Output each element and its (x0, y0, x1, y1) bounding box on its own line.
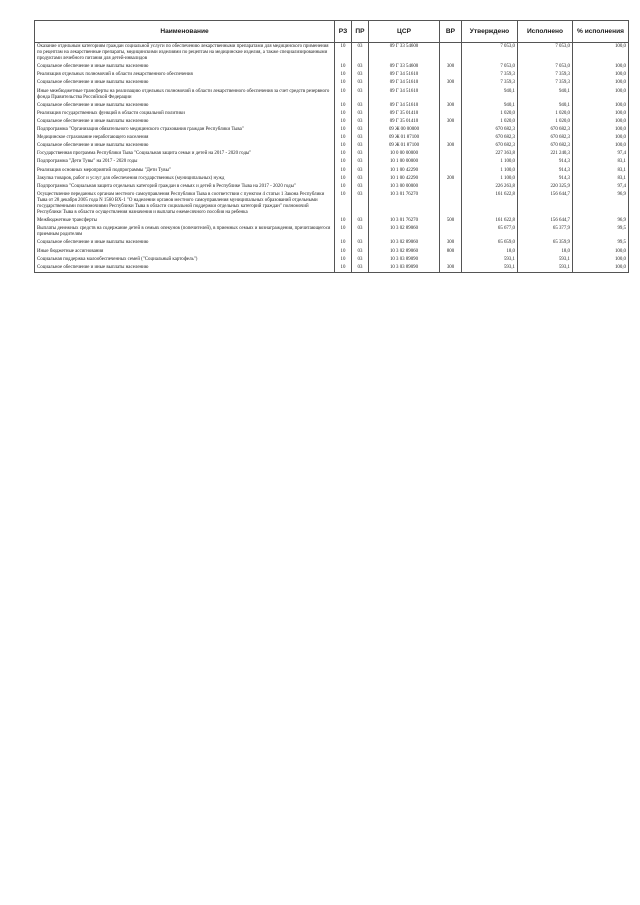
cell-vr (440, 256, 462, 264)
cell-name: Оказание отдельным категориям граждан социальной услуги по обеспечению лекарственными препаратами для медицинского применения по рецептам на лекарственные препараты, медицинскими изделиями по рецептам на медицинские изделия, а также специализированными продуктами лечебного питания для детей-инвалидов (35, 43, 335, 64)
cell-name: Реализация основных мероприятий подпрограммы "Дети Тувы" (35, 167, 335, 175)
cell-pr: 03 (352, 248, 369, 256)
cell-executed: 7 053,0 (518, 43, 573, 64)
cell-approved: 1 100,0 (462, 167, 518, 175)
cell-executed: 220 325,9 (518, 183, 573, 191)
cell-csr: 09 Ж 01 87100 (369, 134, 440, 142)
cell-name: Социальная поддержка малообеспеченных семей ("Социальный картофель") (35, 256, 335, 264)
cell-vr (440, 126, 462, 134)
table-row (35, 110, 629, 118)
cell-csr: 10 1 00 42290 (369, 175, 440, 183)
cell-executed: 156 644,7 (518, 191, 573, 217)
table-row (35, 71, 629, 79)
cell-percent: 100,0 (573, 110, 629, 118)
cell-percent: 100,0 (573, 256, 629, 264)
cell-vr: 300 (440, 102, 462, 110)
cell-percent: 100,0 (573, 63, 629, 71)
cell-approved: 670 682,3 (462, 134, 518, 142)
cell-pr: 03 (352, 43, 369, 64)
table-row (35, 225, 629, 239)
cell-rz: 10 (335, 63, 352, 71)
cell-name: Социальное обеспечение и иные выплаты населению (35, 142, 335, 150)
cell-csr: 09 Г 34 51610 (369, 88, 440, 102)
cell-percent: 96,9 (573, 217, 629, 225)
header-rz: РЗ (335, 21, 352, 43)
cell-rz: 10 (335, 79, 352, 87)
cell-csr: 10 3 01 76270 (369, 191, 440, 217)
cell-percent: 100,0 (573, 71, 629, 79)
cell-executed: 221 240,3 (518, 150, 573, 158)
table-body (35, 43, 629, 273)
cell-csr: 10 3 03 89090 (369, 256, 440, 264)
cell-percent: 100,0 (573, 88, 629, 102)
cell-rz: 10 (335, 71, 352, 79)
header-vr: ВР (440, 21, 462, 43)
cell-vr (440, 158, 462, 166)
budget-report-sheet (34, 20, 628, 273)
cell-percent: 100,0 (573, 126, 629, 134)
cell-approved: 7 053,0 (462, 43, 518, 64)
cell-rz: 10 (335, 264, 352, 273)
table-row (35, 158, 629, 166)
cell-pr: 03 (352, 158, 369, 166)
cell-percent: 83,1 (573, 167, 629, 175)
cell-rz: 10 (335, 225, 352, 239)
table-row (35, 248, 629, 256)
cell-vr: 200 (440, 175, 462, 183)
table-row (35, 217, 629, 225)
table-row (35, 264, 629, 273)
cell-percent: 100,0 (573, 102, 629, 110)
cell-approved: 7 359,3 (462, 79, 518, 87)
cell-csr: 09 Г 33 54600 (369, 43, 440, 64)
cell-percent: 96,9 (573, 191, 629, 217)
cell-approved: 670 682,3 (462, 126, 518, 134)
cell-approved: 65 659,0 (462, 239, 518, 247)
cell-percent: 97,4 (573, 183, 629, 191)
cell-vr: 300 (440, 118, 462, 126)
cell-executed: 670 682,3 (518, 142, 573, 150)
cell-percent: 100,0 (573, 134, 629, 142)
cell-name: Подпрограмма "Социальная защита отдельных категорий граждан в семьях и детей в Республике Тыва на 2017 - 2020 годы" (35, 183, 335, 191)
cell-vr (440, 110, 462, 118)
cell-executed: 7 359,3 (518, 79, 573, 87)
cell-rz: 10 (335, 142, 352, 150)
cell-pr: 03 (352, 88, 369, 102)
cell-vr: 300 (440, 142, 462, 150)
cell-pr: 03 (352, 183, 369, 191)
cell-pr: 03 (352, 239, 369, 247)
cell-name: Выплаты денежных средств на содержание детей в семьях опекунов (попечителей), в приемных семьях и вознаграждения, причитающегося приемным родителям (35, 225, 335, 239)
cell-csr: 10 0 00 00000 (369, 150, 440, 158)
header-executed: Исполнено (518, 21, 573, 43)
table-row (35, 142, 629, 150)
table-row (35, 63, 629, 71)
cell-pr: 03 (352, 175, 369, 183)
cell-csr: 10 1 00 00000 (369, 158, 440, 166)
cell-csr: 09 Г 34 51610 (369, 102, 440, 110)
header-pr: ПР (352, 21, 369, 43)
cell-pr: 03 (352, 126, 369, 134)
cell-percent: 97,4 (573, 150, 629, 158)
cell-vr: 800 (440, 248, 462, 256)
table-row (35, 102, 629, 110)
cell-approved: 940,1 (462, 102, 518, 110)
cell-pr: 03 (352, 110, 369, 118)
cell-rz: 10 (335, 150, 352, 158)
cell-csr: 09 Г 33 54600 (369, 63, 440, 71)
cell-rz: 10 (335, 126, 352, 134)
cell-name: Социальное обеспечение и иные выплаты населению (35, 239, 335, 247)
table-header-row (35, 21, 629, 43)
cell-executed: 18,0 (518, 248, 573, 256)
cell-approved: 161 622,8 (462, 191, 518, 217)
cell-vr (440, 183, 462, 191)
cell-rz: 10 (335, 248, 352, 256)
cell-csr: 10 3 02 89060 (369, 225, 440, 239)
cell-percent: 100,0 (573, 248, 629, 256)
table-row (35, 118, 629, 126)
cell-name: Социальное обеспечение и иные выплаты населению (35, 264, 335, 273)
cell-name: Межбюджетные трансферты (35, 217, 335, 225)
table-row (35, 175, 629, 183)
cell-pr: 03 (352, 167, 369, 175)
cell-approved: 593,1 (462, 256, 518, 264)
cell-name: Осуществление переданных органам местного самоуправления Республики Тыва в соответствии с пунктом 4 статьи 1 Закона Республики Тыва от 28 декабря 2005 года N 1560 ВХ-1 "О наделении органов местного самоуправления муниципальных образований отдельными государственными полномочиями Республики Тыва в области социальной поддержки отдельных категорий граждан" полномочий Республики Тыва в области осуществления назначения и выплаты ежемесячного пособия на ребенка (35, 191, 335, 217)
cell-name: Реализация отдельных полномочий в области лекарственного обеспечения (35, 71, 335, 79)
cell-csr: 10 1 00 42290 (369, 167, 440, 175)
cell-pr: 03 (352, 118, 369, 126)
cell-name: Социальное обеспечение и иные выплаты населению (35, 79, 335, 87)
cell-executed: 940,1 (518, 88, 573, 102)
cell-csr: 09 Г 35 01410 (369, 110, 440, 118)
cell-name: Медицинское страхование неработающего населения (35, 134, 335, 142)
cell-percent: 100,0 (573, 142, 629, 150)
cell-pr: 03 (352, 150, 369, 158)
cell-executed: 65 377,9 (518, 225, 573, 239)
cell-rz: 10 (335, 158, 352, 166)
cell-executed: 670 682,3 (518, 126, 573, 134)
cell-rz: 10 (335, 167, 352, 175)
cell-pr: 03 (352, 264, 369, 273)
cell-pr: 03 (352, 142, 369, 150)
cell-vr: 300 (440, 239, 462, 247)
cell-approved: 1 020,0 (462, 118, 518, 126)
cell-csr: 09 Г 34 51610 (369, 79, 440, 87)
cell-approved: 7 053,0 (462, 63, 518, 71)
cell-percent: 100,0 (573, 43, 629, 64)
cell-vr: 300 (440, 79, 462, 87)
cell-vr: 500 (440, 217, 462, 225)
header-percent: % исполнения (573, 21, 629, 43)
cell-name: Подпрограмма "Дети Тувы" на 2017 - 2020 годы (35, 158, 335, 166)
cell-approved: 593,1 (462, 264, 518, 273)
cell-executed: 1 020,0 (518, 118, 573, 126)
cell-executed: 914,3 (518, 167, 573, 175)
cell-percent: 100,0 (573, 118, 629, 126)
cell-csr: 10 3 00 00000 (369, 183, 440, 191)
cell-vr (440, 134, 462, 142)
cell-pr: 03 (352, 63, 369, 71)
cell-pr: 03 (352, 256, 369, 264)
cell-pr: 03 (352, 191, 369, 217)
cell-percent: 83,1 (573, 158, 629, 166)
cell-pr: 03 (352, 225, 369, 239)
cell-csr: 09 Г 34 51610 (369, 71, 440, 79)
cell-approved: 226 263,8 (462, 183, 518, 191)
header-approved: Утверждено (462, 21, 518, 43)
cell-name: Реализация государственных функций в области социальной политики (35, 110, 335, 118)
cell-name: Подпрограмма "Организация обязательного медицинского страхования граждан Республики Тыва" (35, 126, 335, 134)
cell-pr: 03 (352, 217, 369, 225)
cell-executed: 1 020,0 (518, 110, 573, 118)
table-row (35, 167, 629, 175)
table-row (35, 256, 629, 264)
cell-vr: 300 (440, 264, 462, 273)
cell-approved: 940,1 (462, 88, 518, 102)
cell-executed: 593,1 (518, 264, 573, 273)
cell-vr (440, 167, 462, 175)
cell-name: Государственная программа Республики Тыва "Социальная защита семьи и детей на 2017 - 2020 годы" (35, 150, 335, 158)
cell-percent: 99,5 (573, 239, 629, 247)
cell-executed: 940,1 (518, 102, 573, 110)
cell-percent: 99,5 (573, 225, 629, 239)
cell-name: Иные межбюджетные трансферты на реализацию отдельных полномочий в области лекарственного обеспечения за счет средств резервного фонда Правительства Российской Федерации (35, 88, 335, 102)
cell-approved: 227 363,8 (462, 150, 518, 158)
table-row (35, 43, 629, 64)
cell-approved: 18,0 (462, 248, 518, 256)
cell-rz: 10 (335, 88, 352, 102)
cell-name: Социальное обеспечение и иные выплаты населению (35, 63, 335, 71)
cell-rz: 10 (335, 175, 352, 183)
cell-pr: 03 (352, 79, 369, 87)
header-csr: ЦСР (369, 21, 440, 43)
header-name: Наименование (35, 21, 335, 43)
cell-executed: 593,1 (518, 256, 573, 264)
cell-csr: 09 Ж 00 00000 (369, 126, 440, 134)
cell-percent: 100,0 (573, 79, 629, 87)
cell-approved: 1 100,0 (462, 175, 518, 183)
cell-name: Закупка товаров, работ и услуг для обеспечения государственных (муниципальных) нужд (35, 175, 335, 183)
cell-rz: 10 (335, 239, 352, 247)
cell-name: Социальное обеспечение и иные выплаты населению (35, 102, 335, 110)
cell-csr: 09 Г 35 01410 (369, 118, 440, 126)
cell-pr: 03 (352, 134, 369, 142)
cell-executed: 914,3 (518, 158, 573, 166)
cell-vr (440, 88, 462, 102)
cell-name: Иные бюджетные ассигнования (35, 248, 335, 256)
cell-vr: 300 (440, 63, 462, 71)
cell-approved: 65 677,0 (462, 225, 518, 239)
cell-approved: 1 020,0 (462, 110, 518, 118)
cell-name: Социальное обеспечение и иные выплаты населению (35, 118, 335, 126)
table-row (35, 126, 629, 134)
cell-executed: 156 644,7 (518, 217, 573, 225)
table-row (35, 239, 629, 247)
cell-rz: 10 (335, 256, 352, 264)
cell-percent: 100,0 (573, 264, 629, 273)
cell-csr: 09 Ж 01 87100 (369, 142, 440, 150)
cell-rz: 10 (335, 110, 352, 118)
cell-rz: 10 (335, 134, 352, 142)
cell-csr: 10 3 02 89060 (369, 248, 440, 256)
cell-rz: 10 (335, 102, 352, 110)
cell-rz: 10 (335, 191, 352, 217)
cell-executed: 670 682,3 (518, 134, 573, 142)
cell-vr (440, 225, 462, 239)
cell-rz: 10 (335, 118, 352, 126)
cell-rz: 10 (335, 217, 352, 225)
cell-vr (440, 71, 462, 79)
cell-rz: 10 (335, 183, 352, 191)
cell-executed: 914,3 (518, 175, 573, 183)
cell-approved: 7 359,3 (462, 71, 518, 79)
cell-vr (440, 150, 462, 158)
cell-vr (440, 191, 462, 217)
budget-execution-table (34, 20, 629, 273)
cell-pr: 03 (352, 102, 369, 110)
cell-executed: 7 053,0 (518, 63, 573, 71)
table-row (35, 150, 629, 158)
table-row (35, 88, 629, 102)
cell-rz: 10 (335, 43, 352, 64)
table-row (35, 134, 629, 142)
table-row (35, 79, 629, 87)
cell-approved: 670 682,3 (462, 142, 518, 150)
table-row (35, 191, 629, 217)
cell-csr: 10 3 01 76270 (369, 217, 440, 225)
cell-executed: 65 359,9 (518, 239, 573, 247)
table-row (35, 183, 629, 191)
cell-executed: 7 359,3 (518, 71, 573, 79)
cell-csr: 10 3 03 89090 (369, 264, 440, 273)
cell-percent: 83,1 (573, 175, 629, 183)
cell-approved: 1 100,0 (462, 158, 518, 166)
cell-pr: 03 (352, 71, 369, 79)
cell-approved: 161 622,8 (462, 217, 518, 225)
cell-csr: 10 3 02 89060 (369, 239, 440, 247)
cell-vr (440, 43, 462, 64)
